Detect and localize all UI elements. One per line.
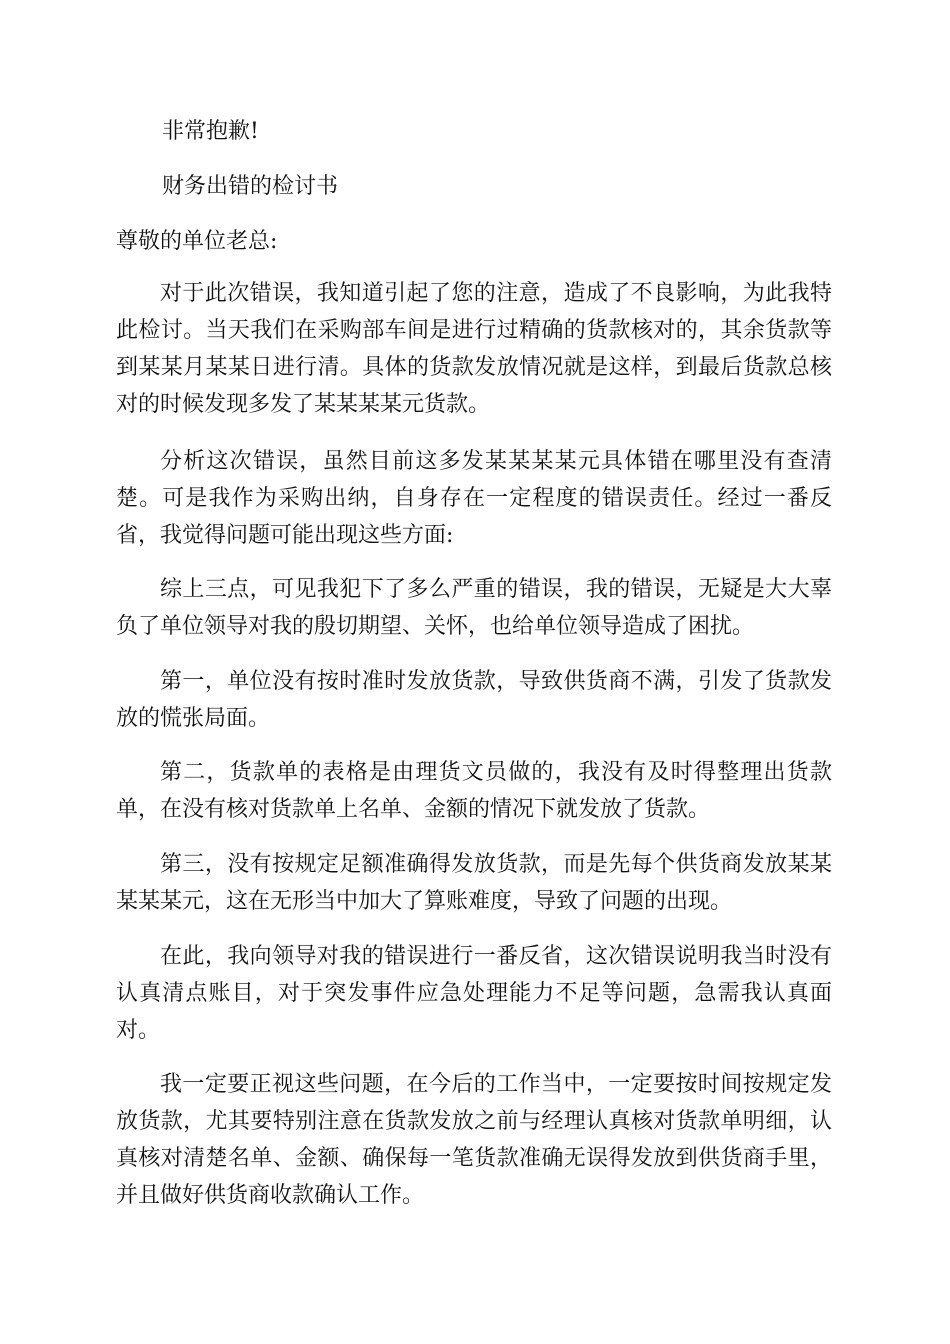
paragraph-2: 分析这次错误，虽然目前这多发某某某某元具体错在哪里没有查清楚。可是我作为采购出纳，自身存在一定程度的错误责任。经过一番反省，我觉得问题可能出现这些方面: [116, 449, 832, 548]
paragraph-7: 在此，我向领导对我的错误进行一番反省，这次错误说明我当时没有认真清点账目，对于突发事件应急处理能力不足等问题，急需我认真面对。 [116, 944, 832, 1043]
paragraph-1: 对于此次错误，我知道引起了您的注意，造成了不良影响，为此我特此检讨。当天我们在采购部车间是进行过精确的货款核对的，其余货款等到某某月某某日进行清。具体的货款发放情况就是这样，到最后货款总核对的时候发现多发了某某某某元货款。 [116, 281, 832, 417]
paragraph-3: 综上三点，可见我犯下了多么严重的错误，我的错误，无疑是大大辜负了单位领导对我的殷切期望、关怀，也给单位领导造成了困扰。 [116, 577, 832, 639]
paragraph-5: 第二，货款单的表格是由理货文员做的，我没有及时得整理出货款单，在没有核对货款单上名单、金额的情况下就发放了货款。 [116, 760, 832, 822]
apology-line: 非常抱歉! [162, 119, 259, 144]
salutation: 尊敬的单位老总: [116, 229, 278, 254]
paragraph-8: 我一定要正视这些问题，在今后的工作当中，一定要按时间按规定发放货款，尤其要特别注意在货款发放之前与经理认真核对货款单明细，认真核对清楚名单、金额、确保每一笔货款准确无误得发放到供货商手里，并且做好供货商收款确认工作。 [116, 1072, 832, 1208]
paragraph-6: 第三，没有按规定足额准确得发放货款，而是先每个供货商发放某某某某某元，这在无形当中加大了算账难度，导致了问题的出现。 [116, 852, 832, 914]
document-title: 财务出错的检讨书 [162, 174, 339, 199]
paragraph-4: 第一，单位没有按时准时发放货款，导致供货商不满，引发了货款发放的慌张局面。 [116, 669, 832, 731]
